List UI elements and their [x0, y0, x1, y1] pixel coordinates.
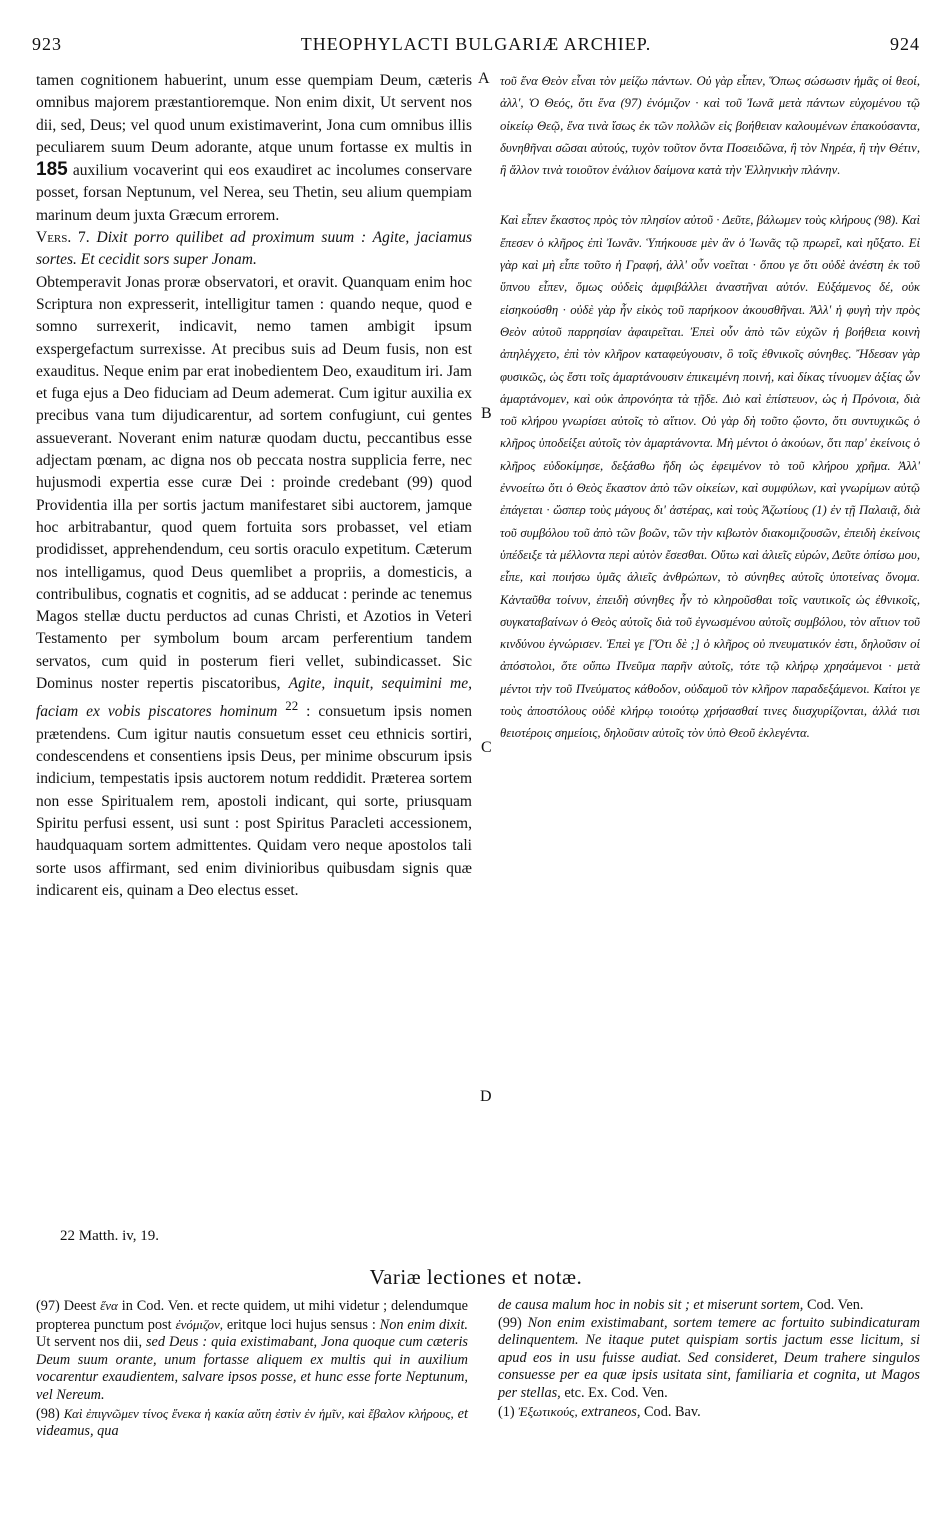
latin-column: [36, 70, 472, 902]
note-97: [36, 1297, 468, 1405]
note-98-continued: [498, 1297, 920, 1315]
footnote-ref: 22: [285, 698, 299, 714]
note-text: etc. Ex. Cod. Ven.: [564, 1384, 668, 1401]
page-number-right: 924: [890, 34, 920, 54]
note-text: (1): [498, 1403, 515, 1420]
latin-text: : consuetum ipsis nomen prætendens. Cum igitur nautis consuetum esset ceu ethnicis sortiri, condescendens et consentiens ipsis Deus, per minime obscurum ipsis indicium, tempestatis ipsis auctorem notum reddidit. Præterea sortem non esse Spiritualem rem, apostoli indicant, qui sorte, priusquam Spiritu perfusi essent, usi sunt : post Spiritus Paracleti accessionem, haudquaquam sortem admittentes. Quidam vero neque apostolos tali sorte usos affirmant, sed enim divinioribus quibusdam signis quæ indicarent eis, quinam a Deo electus esset.: [36, 703, 473, 899]
note-italic: Non enim dixit.: [379, 1316, 469, 1333]
note-text: (99): [498, 1314, 522, 1331]
note-99: [498, 1315, 920, 1403]
latin-text: Obtemperavit Jonas proræ observatori, et oravit. Quanquam enim hoc Scriptura non expresserit, intelligitur tamen : quando neque, quod e somno surrexerit, indicavit, nemo tamen ambigit ipsum exspergefactum surrexisse. At precibus suis ad Deum fusis, non est exauditus. Neque enim par erat inobedientem Deo, exauditum iri. Jam et fuga ejus a Deo fiduciam ad Deum ademerat. Cum igitur auxilia ex precibus vana tum dijudicarentur, ad sortem confugiunt, cui gentes assueverant. Noverant enim naturæ quodam ductu, peccantibus esse adjectam pœnam, ac digna nos ob peccata nostra supplicia ferre, nec hujusmodi expertia esse curæ Dei : proinde credebant (99) quod Providentia illa per sortis jactum manifestaret sibi auctorem, jamque hoc arbitrabantur, quod quem fortuita sors probasset, vel etiam prodidisset, apprehendendum, ceu sortis oraculo expetitum. Cæterum nos intelligamus, quod Deus quemlibet a propriis, a domesticis, a contribulibus, cognatis et cognitis, ad se adducat : perinde ac tenemus Magos stellæ ductu perductos ad cunas Christi, et Azotios in Veteri Testamento per symbolum boum arcam perferentium tandem servatos, cum quid in posterum fieri vellet, subindicasset. Sic Dominus noster repertis piscatoribus,: [36, 273, 472, 693]
verse-label: Vers. 7.: [36, 229, 90, 247]
footnote: 22 Matth. iv, 19.: [60, 1228, 160, 1244]
note-text: in Cod. Ven. et recte quidem, ut mihi videtur ; delendumque propterea punctum post: [36, 1298, 469, 1333]
margin-marker-a: A: [478, 70, 490, 87]
latin-text: tamen cognitionem habuerint, unum esse quempiam Deum, cæteris omnibus majorem præstantioremque. Non enim dixit, Ut servent nos dii, sed, Deus; vel quod unum existimaverint, Jona cum omnibus illis peculiarem suum Deum adorante, atque unum fortasse ex multis in: [36, 72, 472, 156]
margin-marker-b: B: [481, 405, 492, 422]
note-greek: ἐνόμιζον,: [175, 1316, 224, 1332]
verse-line: [36, 227, 472, 272]
latin-paragraph: [36, 70, 472, 227]
note-italic: extraneos,: [581, 1403, 641, 1420]
margin-marker-c: C: [481, 739, 492, 756]
note-greek: ἕνα: [100, 1298, 118, 1313]
page-number-left: 923: [32, 34, 62, 54]
variae-lectiones-title: Variæ lectiones et notæ.: [369, 1265, 583, 1289]
notes-right-column: [498, 1297, 920, 1421]
latin-quote: Agite, inquit, sequimini me, faciam ex vobis piscatores hominum: [36, 675, 473, 721]
note-text: (97) Deest: [36, 1298, 97, 1314]
note-text: Ut servent nos dii,: [36, 1334, 143, 1351]
running-title: THEOPHYLACTI BULGARIÆ ARCHIEP.: [300, 34, 652, 54]
margin-marker-d: D: [480, 1088, 492, 1105]
greek-paragraph: τοῦ ἕνα Θεὸν εἶναι τὸν μείζω πάντων. Οὐ γὰρ εἶπεν, Ὅπως σώσωσιν ἡμᾶς οἱ θεοί, ἀλλ', Ὁ Θεός, ὅτι ἕνα (97) ἐνόμιζον · καὶ τοῦ Ἰωνᾶ μετὰ πάντων εὐχομένου τῷ οἰκείῳ Θεῷ, ἕνα τινὰ ἴσως ἐκ τῶν πολλῶν εἰς βοήθειαν καλουμένων ἐπακούσαντα, δυνηθῆναι σῶσαι αὐτούς, τυχὸν τοῦτον ὄντα Ποσειδῶνα, ἢ τὸν Νηρέα, ἢ τὴν Θέτιν, ἢ ἄλλον τινὰ τοιοῦτον ἐνάλιον δαίμονα κατὰ τὴν Ἑλληνικὴν πλάνην.: [500, 74, 920, 178]
latin-text: auxilium vocaverint qui eos exaudiret ac incolumes conservare posset, forsan Neptunum, vel Nerea, seu Thetin, seu alium quempiam marinum deum juxta Græcum errorem.: [36, 162, 473, 224]
note-text: Cod. Ven.: [806, 1297, 864, 1313]
note-text: eritque loci hujus sensus :: [226, 1316, 376, 1333]
note-italic: et videamus, qua: [36, 1405, 468, 1440]
migne-page-marker: 185: [36, 159, 68, 181]
latin-commentary: [36, 272, 472, 902]
notes-left-column: [36, 1297, 468, 1441]
verse-text: Dixit porro quilibet ad proximum suum : Agite, jaciamus sortes. Et cecidit sors super Jonam.: [36, 229, 473, 269]
note-italic: Non enim existimabant, sortem temere ac fortuito subindicaturam delinquentem. Ne itaque putet quispiam sortis jactum esse licitum, si apud eos in usu fuisse audiat. Sed consideret, Deum trahere singulos consuesse per ea quæ ipsis usitata sint, familiaria et cognita, ut Magos per stellas,: [498, 1314, 920, 1401]
note-1: [498, 1403, 920, 1422]
running-header: [32, 34, 920, 58]
note-text: Cod. Bav.: [644, 1403, 701, 1420]
note-italic: sed Deus : quia existimabant, Jona quoque cum cæteris Deum suum orante, unum fortasse aliquem ex multis qui in auxilium vocarentur exaudientem, salvare ipsos posse, et hunc esse forte Neptunum, vel Nereum.: [36, 1334, 468, 1403]
note-italic: de causa malum hoc in nobis sit ; et miserunt sortem,: [498, 1297, 804, 1313]
note-text: (98): [36, 1405, 60, 1422]
note-greek: Καὶ ἐπιγνῶμεν τίνος ἕνεκα ἡ κακία αὕτη ἐστὶν ἐν ἡμῖν, καὶ ἔβαλον κλήρους,: [63, 1405, 454, 1421]
greek-column: [500, 70, 920, 745]
note-98: [36, 1405, 468, 1441]
note-greek: Ἐξωτικούς,: [518, 1403, 578, 1419]
greek-paragraph: Καὶ εἶπεν ἕκαστος πρὸς τὸν πλησίον αὐτοῦ · Δεῦτε, βάλωμεν τοὺς κλήρους (98). Καὶ ἔπεσεν ὁ κλῆρος ἐπὶ Ἰωνᾶν. Ὑπήκουσε μὲν ἂν ὁ Ἰωνᾶς τῷ πρωρεῖ, καὶ ηὔξατο. Εἰ γὰρ καὶ μὴ εἶπε τοῦτο ἡ Γραφή, ἀλλ' οὖν νοεῖται · ὅπου γε ὅτι οὐδὲ ἀνέστη ἐκ τοῦ ὕπνου εἶπεν, ὅμως οὐδεὶς ἀμφιβάλλει ἀναστῆναι αὐτόν. Εὐξάμενος δέ, οὐκ εἰσηκούσθη · οὐδὲ γὰρ ἦν εἰκὸς τοῦ παρήκοον ἀκουσθῆναι. Ἀλλ' ἡ φυγὴ τὴν πρὸς Θεὸν αὐτοῦ παρρησίαν ἀφαιρεῖται. Ἐπεὶ οὖν ἀπὸ τῶν εὐχῶν ἡ βοήθεια κοινὴ ἀπηλέγχετο, ἐπὶ τὸν κλῆρον καταφεύγουσιν, ὃ τοῖς ἐθνικοῖς σύνηθες. Ἤδεσαν γὰρ φυσικῶς, ὡς ἔστι τοῖς ἁμαρτάνουσιν ἐπικειμένη ποινή, καὶ δίκας τίνυομεν ἀξίας ὧν ἁμαρτάνομεν, καὶ οὐκ ἀπρονόητα τὰ τῇδε. Διὸ καὶ ἐπίστευον, ὡς ἡ Πρόνοια, διὰ τοῦ κλήρου γνωρίσει αὐτοῖς τὸ αἴτιον. Οὐ γὰρ δὴ τοῦτο ᾤοντο, ὅτι συντυχικῶς ὁ κλῆρος ὑποδείξει αὐτοῖς τὸν ἁμαρτάνοντα. Μὴ μέντοι ὁ ἀκούων, ὅτι παρ' ἐκείνοις ὁ κλῆρος εὐδοκίμησε, δεξάσθω ἤδη ὡς ἐφειμένον τὸ τοῦ κλήρου χρῆμα. Ἀλλ' ἐννοείτω ὅτι ὁ Θεὸς ἕκαστον ἀπὸ τῶν οἰκείων, καὶ συμφύλων, καὶ γνωρίμων αὐτῷ ἐπάγεται · ὥσπερ τοὺς μάγους δι' ἀστέρας, καὶ τοὺς Ἀζωτίους (1) ἐν τῇ Παλαιᾷ, διὰ τοῦ συμβόλου τοῦ ἀπὸ τῶν βοῶν, τῶν τὴν κιβωτὸν διακομιζουσῶν, ἐπειδὴ ἐκείνοις ὑπέδειξε τὰ μέλλοντα περὶ αὐτὸν ἔσεσθαι. Οὕτω καὶ ἁλιεῖς εὑρών, Δεῦτε ὀπίσω μου, εἶπε, καὶ ποιήσω ὑμᾶς ἁλιεῖς ἀνθρώπων, τὸ σύνηθες αὐτοῖς ὑποτείνας ὄνομα. Κἀνταῦθα τοίνυν, ἐπειδὴ σύνηθες ἦν τὸ κληροῦσθαι τοῖς ναυτικοῖς ὡς ἐθνικοῖς, συγκαταβαίνων ὁ Θεὸς αὐτοῖς διὰ τοῦ ἐγνωσμένου αὐτοῖς συμβόλου, τὸν αἴτιον τοῦ κινδύνου ἐγνώρισεν. Ἐπεὶ γε [Ὅτι δὲ ;] ὁ κλῆρος οὐ πνευματικόν ἐστι, δηλοῦσιν οἱ ἀπόστολοι, ὅτε οὔπω Πνεῦμα παρῆν αὐτοῖς, τότε τῷ κλήρῳ χρησάμενοι · μετὰ μέντοι τὴν τοῦ Πνεύματος κάθοδον, οὐδαμοῦ τὸν κλῆρον παραδεξάμενοι. Καίτοι γε τοὺς ἀποστόλους οὐδὲ κλήρῳ τοιούτῳ χρήσασθαί τινες διισχυρίζονται, ἀλλά τισι θειοτέροις σημείοις, δηλοῦσιν αὐτοῖς τὸν ὑπὸ Θεοῦ ἐκλεγέντα.: [500, 213, 920, 741]
